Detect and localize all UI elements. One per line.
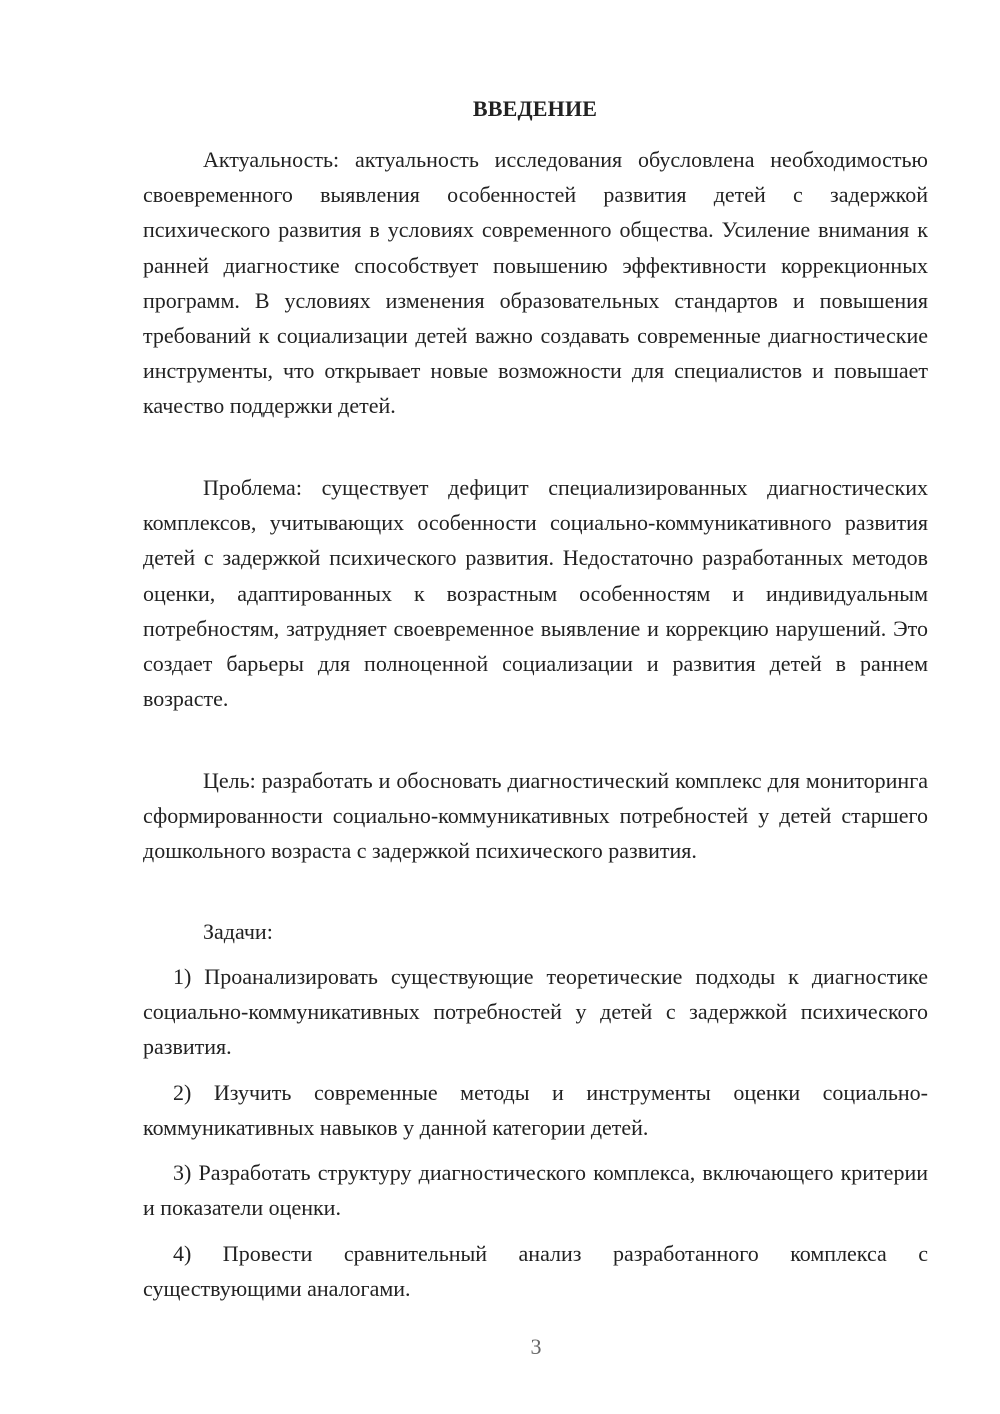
task-item-3: 3) Разработать структуру диагностического комплекса, включающего критерии и показатели оценки. xyxy=(143,1160,928,1221)
section-heading: ВВЕДЕНИЕ xyxy=(472,96,598,121)
task-item-4: 4) Провести сравнительный анализ разработанного комплекса с существующими аналогами. xyxy=(143,1241,928,1302)
task-item-2: 2) Изучить современные методы и инструменты оценки социально-коммуникативных навыков у данной категории детей. xyxy=(143,1080,928,1141)
paragraph-relevance: Актуальность: актуальность исследования обусловлена необходимостью своевременного выявления особенностей развития детей с задержкой психического развития в условиях современного общества. Усиление внимания к ранней диагностике способствует повышению эффективности коррекционных программ. В условиях изменения образовательных стандартов и повышения требований к социализации детей важно создавать современные диагностические инструменты, что открывает новые возможности для специалистов и повышает качество поддержки детей. xyxy=(143,147,928,419)
tasks-label: Задачи: xyxy=(203,919,273,944)
paragraph-goal: Цель: разработать и обосновать диагностический комплекс для мониторинга сформированности социально-коммуникативных потребностей у детей старшего дошкольного возраста с задержкой психического развития. xyxy=(143,768,928,864)
page-number: 3 xyxy=(530,1334,542,1359)
task-item-1: 1) Проанализировать существующие теоретические подходы к диагностике социально-коммуникативных потребностей у детей с задержкой психического развития. xyxy=(143,964,928,1060)
paragraph-problem: Проблема: существует дефицит специализированных диагностических комплексов, учитывающих особенности социально-коммуникативного развития детей с задержкой психического развития. Недостаточно разработанных методов оценки, адаптированных к возрастным особенностям и индивидуальным потребностям, затрудняет своевременное выявление и коррекцию нарушений. Это создает барьеры для полноценной социализации и развития детей в раннем возрасте. xyxy=(143,475,928,712)
